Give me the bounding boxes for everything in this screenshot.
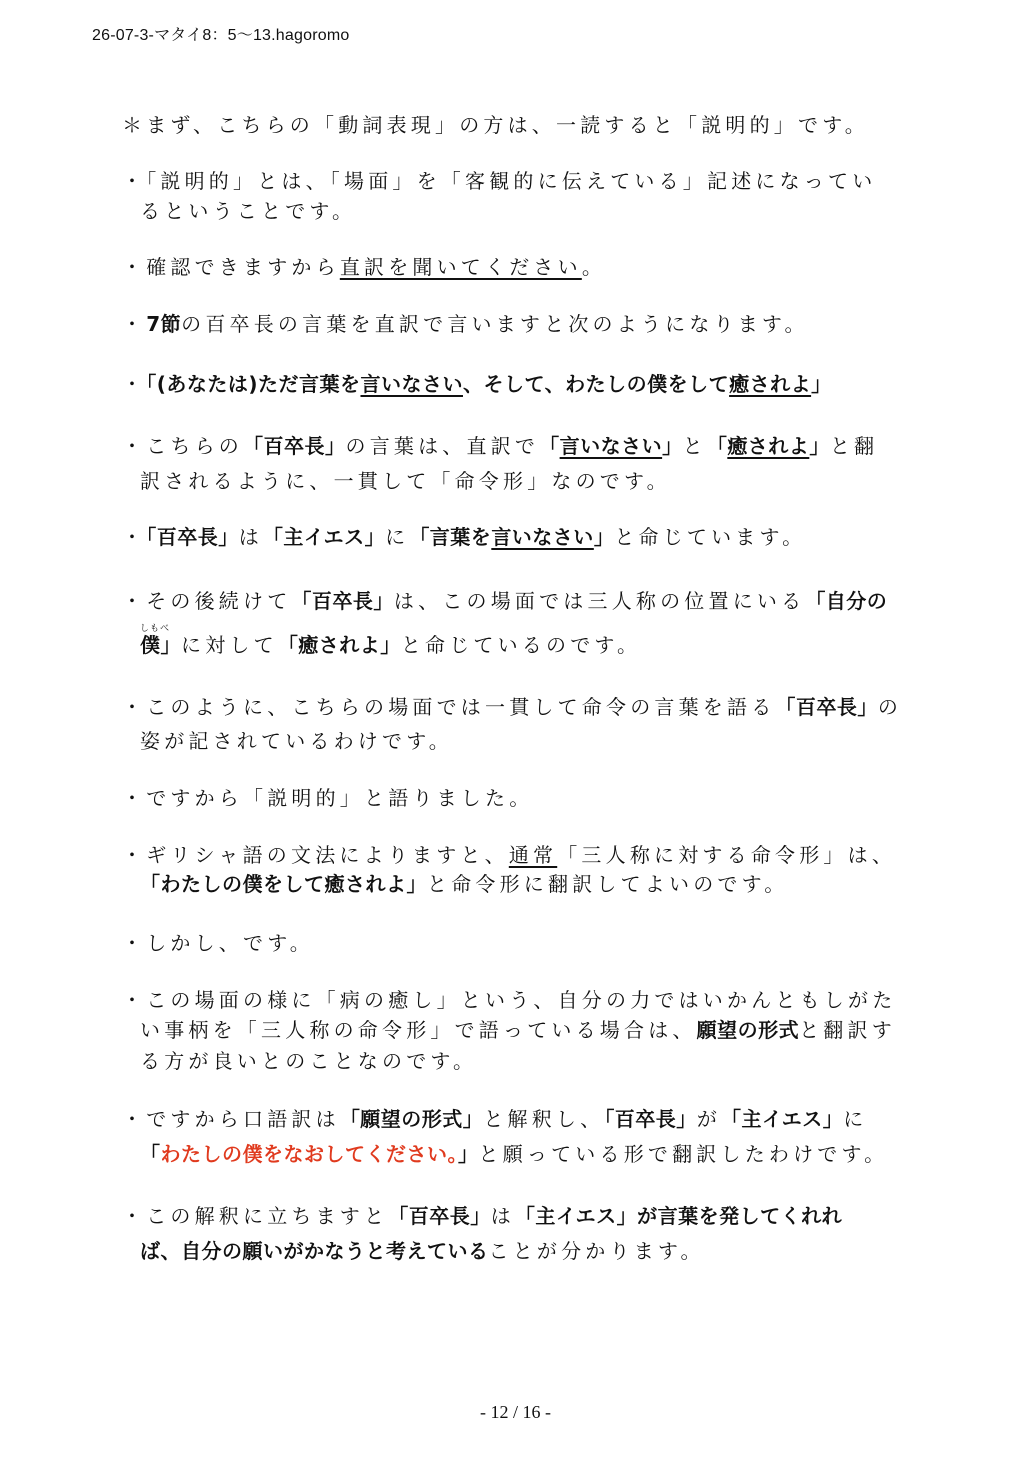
paragraph-2-line-2: るということです。: [140, 199, 357, 223]
underlined-phrase: 直訳を聞いてください: [339, 255, 582, 279]
paragraph-13-line-3: る方が良いとのことなのです。: [140, 1049, 478, 1073]
paragraph-15-line-1: ・この解釈に立ちますと「百卒長」は「主イエス」が言葉を発してくれれ: [122, 1204, 843, 1228]
paragraph-10: ・ですから「説明的」と語りました。: [122, 786, 534, 810]
paragraph-3: ・確認できますから直訳を聞いてください。: [122, 255, 607, 279]
paragraph-11-line-2: 「わたしの僕をして癒されよ」と命令形に翻訳してよいのです。: [140, 872, 789, 896]
paragraph-12: ・しかし、です。: [122, 931, 314, 955]
paragraph-6-line-2: 訳されるように、一貫して「命令形」なのです。: [140, 469, 671, 493]
paragraph-13-line-1: ・この場面の様に「病の癒し」という、自分の力ではいかんともしがた: [122, 988, 897, 1012]
page-number: - 12 / 16 -: [480, 1402, 551, 1422]
paragraph-9-line-1: ・このように、こちらの場面では一貫して命令の言葉を語る「百卒長」の: [122, 695, 903, 719]
paragraph-7: ・「百卒長」は「主イエス」に「言葉を言いなさい」と命じています。: [122, 525, 807, 549]
paragraph-6-line-1: ・こちらの「百卒長」の言葉は、直訳で「言いなさい」と「癒されよ」と翻: [122, 434, 879, 458]
document-header: 26-07-3-マタイ8：5〜13.hagoromo: [92, 27, 350, 44]
paragraph-8-line-1: ・その後続けて「百卒長」は、この場面では三人称の位置にいる「自分の: [122, 589, 888, 613]
paragraph-11-line-1: ・ギリシャ語の文法によりますと、通常「三人称に対する命令形」は、: [122, 843, 897, 867]
paragraph-14-line-2: 「わたしの僕をなおしてください。」と願っている形で翻訳したわけです。: [140, 1142, 889, 1166]
paragraph-15-line-2: ば、自分の願いがかなうと考えていることが分かります。: [140, 1239, 705, 1263]
paragraph-14-line-1: ・ですから口語訳は「願望の形式」と解釈し、「百卒長」が「主イエス」に: [122, 1107, 868, 1131]
paragraph-4: ・7節の百卒長の言葉を直訳で言いますと次のようになります。: [122, 312, 809, 336]
highlighted-translation: わたしの僕をなおしてください。: [160, 1142, 458, 1166]
paragraph-8-line-2: 僕」に対して「癒されよ」と命じているのです。: [140, 633, 642, 657]
furigana-reading: しもべ: [140, 624, 171, 634]
paragraph-13-line-2: い事柄を「三人称の命令形」で語っている場合は、願望の形式と翻訳す: [140, 1018, 896, 1042]
paragraph-9-line-2: 姿が記されているわけです。: [140, 729, 453, 753]
paragraph-5: ・「(あなたは)ただ言葉を言いなさい、そして、わたしの僕をして癒されよ」: [122, 372, 832, 396]
paragraph-2-line-1: ・「説明的」とは、「場面」を「客観的に伝えている」記述になってい: [122, 169, 877, 193]
paragraph-1: ＊まず、こちらの「動詞表現」の方は、一読すると「説明的」です。: [122, 113, 869, 137]
